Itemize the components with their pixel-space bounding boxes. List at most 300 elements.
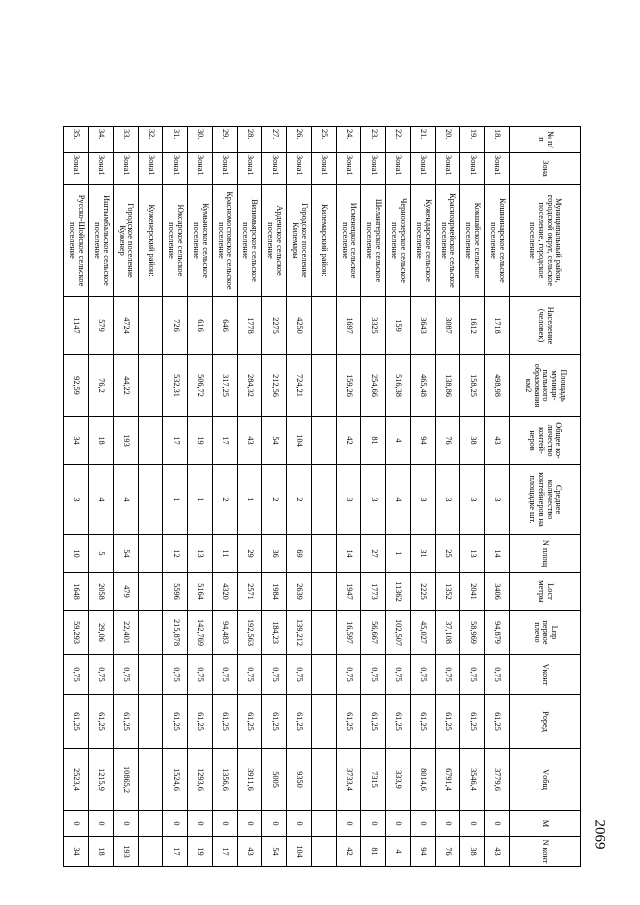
table-row [237, 127, 262, 867]
table-cell: 3 [361, 465, 386, 535]
column-header: Общее количество контейнеров [510, 417, 581, 465]
table-row [113, 127, 138, 867]
table-cell: 61,25 [113, 695, 138, 749]
table-cell: Визимьярское сельское поселение [237, 185, 262, 297]
table-cell [138, 465, 163, 535]
table-cell: 61,25 [163, 695, 188, 749]
table-cell: 0 [212, 811, 237, 837]
table-cell: 646 [212, 297, 237, 355]
table-cell: Кокшайское сельское поселение [460, 185, 485, 297]
table-cell: 1147 [64, 297, 89, 355]
table-cell: 29,06 [88, 611, 113, 655]
table-cell: 102,507 [386, 611, 411, 655]
column-header: Население (человек) [510, 297, 581, 355]
table-cell: 19 [188, 837, 213, 867]
table-row [435, 127, 460, 867]
table-cell: 0,75 [163, 655, 188, 695]
table-cell: 61,25 [386, 695, 411, 749]
table-cell: 5164 [188, 573, 213, 611]
table-cell: 284,32 [237, 355, 262, 417]
table-cell: 29. [212, 127, 237, 153]
table-cell: Кошнинарское сельское поселение [485, 185, 510, 297]
table-row [64, 127, 89, 867]
table-cell [311, 297, 336, 355]
table-cell: 0 [287, 811, 312, 837]
table-cell: Исменецкое сельское поселение [336, 185, 361, 297]
table-cell [311, 837, 336, 867]
table-cell: 54 [113, 535, 138, 573]
table-cell: Зона1 [138, 153, 163, 185]
table-cell: Кужендарское сельское поселение [410, 185, 435, 297]
table-cell: 33. [113, 127, 138, 153]
table-cell: 1524,6 [163, 749, 188, 811]
table-row [386, 127, 411, 867]
table-cell: 532,31 [163, 355, 188, 417]
table-cell: 0 [262, 811, 287, 837]
table-cell: 0 [64, 811, 89, 837]
table-cell: 61,25 [410, 695, 435, 749]
table-cell: Зона1 [311, 153, 336, 185]
table-cell: 0,75 [460, 655, 485, 695]
table-cell [311, 417, 336, 465]
column-header: Vконт [510, 655, 581, 695]
table-cell: Килемарский район: [311, 185, 336, 297]
table-cell: 44,22 [113, 355, 138, 417]
table-cell: 2 [212, 465, 237, 535]
table-cell: 4 [386, 465, 411, 535]
table-cell: 1773 [361, 573, 386, 611]
table-cell: 17 [212, 837, 237, 867]
table-cell: 0 [435, 811, 460, 837]
table-cell: 4724 [113, 297, 138, 355]
table-cell: Зона1 [410, 153, 435, 185]
table-cell: 2058 [88, 573, 113, 611]
table-cell: 1 [163, 465, 188, 535]
table-cell: 317,25 [212, 355, 237, 417]
table-cell: 61,25 [64, 695, 89, 749]
table-cell: Зона1 [460, 153, 485, 185]
table-cell: 28. [237, 127, 262, 153]
table-cell: 1 [237, 465, 262, 535]
table-cell: 498,98 [485, 355, 510, 417]
table-cell: 1 [188, 465, 213, 535]
table-cell: 36 [262, 535, 287, 573]
table-cell: 20. [435, 127, 460, 153]
column-header: N площ [510, 535, 581, 573]
table-cell [138, 837, 163, 867]
table-row [361, 127, 386, 867]
table-cell: 8014,6 [410, 749, 435, 811]
table-cell: 22. [386, 127, 411, 153]
table-cell: 61,25 [188, 695, 213, 749]
table-cell: 81 [361, 837, 386, 867]
table-cell: 0,75 [237, 655, 262, 695]
table-cell: 506,72 [188, 355, 213, 417]
table-row [287, 127, 312, 867]
table-cell: 18 [88, 837, 113, 867]
table-cell: 3 [64, 465, 89, 535]
table-cell [311, 465, 336, 535]
table-row [138, 127, 163, 867]
table-cell: 579 [88, 297, 113, 355]
table-cell: 30. [188, 127, 213, 153]
table-cell: 3 [460, 465, 485, 535]
table-cell: 35. [64, 127, 89, 153]
table-cell: 0,75 [88, 655, 113, 695]
data-table [63, 126, 581, 867]
table-cell: 29 [237, 535, 262, 573]
table-cell: 139,212 [287, 611, 312, 655]
header-row [510, 127, 581, 867]
table-cell: 1648 [64, 573, 89, 611]
table-cell: 0,75 [361, 655, 386, 695]
table-cell: 16,597 [336, 611, 361, 655]
table-cell: 479 [113, 573, 138, 611]
table-cell: 333,9 [386, 749, 411, 811]
table-cell: Куженерский район: [138, 185, 163, 297]
table-cell: 11362 [386, 573, 411, 611]
table-cell: 138,86 [435, 355, 460, 417]
table-cell: 1778 [237, 297, 262, 355]
table-cell [311, 655, 336, 695]
rotated-table-container [63, 126, 581, 866]
table-cell [311, 695, 336, 749]
table-cell: 193 [113, 837, 138, 867]
column-header: Vобщ [510, 749, 581, 811]
table-cell: 56,667 [361, 611, 386, 655]
table-cell: 7315 [361, 749, 386, 811]
table-cell: 104 [287, 417, 312, 465]
table-cell: Зона1 [361, 153, 386, 185]
table-row [88, 127, 113, 867]
table-cell: Русско-Шойское сельское поселение [64, 185, 89, 297]
table-cell: 3911,6 [237, 749, 262, 811]
table-cell: 61,25 [212, 695, 237, 749]
table-cell: 4 [113, 465, 138, 535]
table-cell: 18. [485, 127, 510, 153]
table-cell [138, 611, 163, 655]
table-cell: Зона1 [435, 153, 460, 185]
table-cell: 61,25 [336, 695, 361, 749]
table-cell: 54 [262, 417, 287, 465]
column-header: Lост метры [510, 573, 581, 611]
table-cell: 0 [113, 811, 138, 837]
table-cell: 19. [460, 127, 485, 153]
table-cell: 31. [163, 127, 188, 153]
table-cell: 11 [212, 535, 237, 573]
table-cell [138, 811, 163, 837]
table-cell: 0 [237, 811, 262, 837]
table-cell: Зона1 [188, 153, 213, 185]
table-cell: Зона1 [212, 153, 237, 185]
table-row [410, 127, 435, 867]
table-row [212, 127, 237, 867]
table-cell: 76,2 [88, 355, 113, 417]
table-cell: 0,75 [410, 655, 435, 695]
table-cell: 159 [386, 297, 411, 355]
column-header: Площадь муниципального образования км2 [510, 355, 581, 417]
table-cell: 10865,2 [113, 749, 138, 811]
table-cell: 17 [163, 837, 188, 867]
table-cell: 61,25 [485, 695, 510, 749]
table-cell: 2 [287, 465, 312, 535]
table-row [262, 127, 287, 867]
table-cell: Зона1 [64, 153, 89, 185]
table-cell: 3779,6 [485, 749, 510, 811]
table-cell: 2225 [410, 573, 435, 611]
table-cell: 12 [163, 535, 188, 573]
table-cell: 1 [386, 535, 411, 573]
table-cell: 43 [485, 417, 510, 465]
table-cell: 212,56 [262, 355, 287, 417]
table-cell [138, 695, 163, 749]
column-header: № п/п [510, 127, 581, 153]
table-cell: 4 [386, 417, 411, 465]
table-cell: 0 [485, 811, 510, 837]
table-cell: 1215,9 [88, 749, 113, 811]
table-cell: 0,75 [212, 655, 237, 695]
table-cell: 5 [88, 535, 113, 573]
table-cell: 516,38 [386, 355, 411, 417]
table-cell: 254,66 [361, 355, 386, 417]
table-cell: 193 [113, 417, 138, 465]
table-cell: 94 [410, 417, 435, 465]
table-cell: 17 [212, 417, 237, 465]
column-header: Среднее количество контейнеров на площадке шт. [510, 465, 581, 535]
table-cell: 27 [361, 535, 386, 573]
table-cell: 3 [485, 465, 510, 535]
table-cell: 76 [435, 837, 460, 867]
table-cell: 0 [361, 811, 386, 837]
table-cell [138, 573, 163, 611]
table-cell: 13 [188, 535, 213, 573]
table-cell: 43 [237, 837, 262, 867]
table-cell: 61,25 [88, 695, 113, 749]
table-cell [311, 611, 336, 655]
table-cell: 61,25 [262, 695, 287, 749]
table-cell: 1947 [336, 573, 361, 611]
table-cell: 14 [336, 535, 361, 573]
table-cell: 3643 [410, 297, 435, 355]
table-cell: 61,25 [237, 695, 262, 749]
table-cell: Зона1 [88, 153, 113, 185]
column-header: Pоред [510, 695, 581, 749]
table-cell: 94,483 [212, 611, 237, 655]
table-cell: 43 [237, 417, 262, 465]
table-cell: 1612 [460, 297, 485, 355]
table-cell: Черноозерское сельское поселение [386, 185, 411, 297]
table-cell: 34. [88, 127, 113, 153]
table-cell: 2523,4 [64, 749, 89, 811]
table-cell: 9350 [287, 749, 312, 811]
table-cell: 1293,6 [188, 749, 213, 811]
table-cell [138, 297, 163, 355]
table-cell: 1718 [485, 297, 510, 355]
table-cell: 26. [287, 127, 312, 153]
table-cell: 25 [435, 535, 460, 573]
table-cell [311, 749, 336, 811]
table-cell: 54 [262, 837, 287, 867]
table-cell: 21. [410, 127, 435, 153]
table-cell: Зона1 [386, 153, 411, 185]
table-cell: 94,879 [485, 611, 510, 655]
table-cell: 24. [336, 127, 361, 153]
table-cell: 18 [88, 417, 113, 465]
table-cell: Шелангерское сельское поселение [361, 185, 386, 297]
table-cell: 0,75 [188, 655, 213, 695]
table-cell: 42 [336, 417, 361, 465]
table-cell: Красноармейское сельское поселение [435, 185, 460, 297]
table-cell [311, 535, 336, 573]
table-cell: 158,25 [460, 355, 485, 417]
table-cell: 465,48 [410, 355, 435, 417]
table-cell: Иштымбальское сельское поселение [88, 185, 113, 297]
table-cell: 5005 [262, 749, 287, 811]
table-cell: 0,75 [435, 655, 460, 695]
table-cell: 81 [361, 417, 386, 465]
table-cell: 3 [410, 465, 435, 535]
table-cell: 10 [64, 535, 89, 573]
table-cell: Городское поселение Килемары [287, 185, 312, 297]
table-cell [311, 811, 336, 837]
table-cell: 3 [435, 465, 460, 535]
table-cell: 37,108 [435, 611, 460, 655]
table-row [188, 127, 213, 867]
table-cell: 4 [88, 465, 113, 535]
table-cell: 4320 [212, 573, 237, 611]
table-cell [138, 749, 163, 811]
table-cell: 4250 [287, 297, 312, 355]
table-cell: 3087 [435, 297, 460, 355]
table-header [510, 127, 581, 867]
table-cell: 5596 [163, 573, 188, 611]
table-cell: 184,23 [262, 611, 287, 655]
table-row [460, 127, 485, 867]
table-cell: Зона1 [287, 153, 312, 185]
table-cell: 42 [336, 837, 361, 867]
table-cell: 726 [163, 297, 188, 355]
table-cell: 23. [361, 127, 386, 153]
table-row [311, 127, 336, 867]
table-cell: 38 [460, 417, 485, 465]
table-cell: 34 [64, 417, 89, 465]
table-cell: 0 [386, 811, 411, 837]
table-cell: 59,293 [64, 611, 89, 655]
table-cell: 0,75 [287, 655, 312, 695]
column-header: Муниципальный район, городской округ, сельское поселение, городское поселение [510, 185, 581, 297]
table-body [64, 127, 510, 867]
table-cell: 2041 [460, 573, 485, 611]
table-cell: 25. [311, 127, 336, 153]
table-cell: 0,75 [262, 655, 287, 695]
table-cell: 3546,4 [460, 749, 485, 811]
table-cell: 0,75 [386, 655, 411, 695]
table-cell: 45,027 [410, 611, 435, 655]
table-cell: 192,563 [237, 611, 262, 655]
table-cell: 32. [138, 127, 163, 153]
table-cell [138, 417, 163, 465]
table-cell: Зона1 [485, 153, 510, 185]
table-cell: 1352 [435, 573, 460, 611]
table-cell: 0,75 [113, 655, 138, 695]
table-cell: 159,26 [336, 355, 361, 417]
table-cell: 94 [410, 837, 435, 867]
table-cell: 3325 [361, 297, 386, 355]
table-cell: 0,75 [64, 655, 89, 695]
table-cell: 1984 [262, 573, 287, 611]
table-cell: 76 [435, 417, 460, 465]
table-cell: 22,401 [113, 611, 138, 655]
table-cell: 14 [485, 535, 510, 573]
table-cell [311, 573, 336, 611]
page-number: 2069 [591, 819, 608, 850]
table-cell: 0,75 [336, 655, 361, 695]
table-cell: 2571 [237, 573, 262, 611]
table-cell: 43 [485, 837, 510, 867]
table-cell: Городское поселение Куженер [113, 185, 138, 297]
table-cell: 38 [460, 837, 485, 867]
table-cell: Юксарское сельское поселение [163, 185, 188, 297]
table-cell: 58,969 [460, 611, 485, 655]
table-cell: 3406 [485, 573, 510, 611]
table-cell: 724,21 [287, 355, 312, 417]
column-header: Зона [510, 153, 581, 185]
table-cell: 19 [188, 417, 213, 465]
table-cell: 142,769 [188, 611, 213, 655]
table-cell: 17 [163, 417, 188, 465]
table-cell: Зона1 [113, 153, 138, 185]
table-row [336, 127, 361, 867]
table-cell: 13 [460, 535, 485, 573]
table-cell: 31 [410, 535, 435, 573]
table-cell: 1697 [336, 297, 361, 355]
table-cell: 3733,4 [336, 749, 361, 811]
table-cell: 4 [386, 837, 411, 867]
table-cell: 2639 [287, 573, 312, 611]
table-cell: 27. [262, 127, 287, 153]
column-header: Lпр первое плечо [510, 611, 581, 655]
table-cell: 2 [262, 465, 287, 535]
table-cell: 92,59 [64, 355, 89, 417]
table-cell: 61,25 [435, 695, 460, 749]
table-cell: 34 [64, 837, 89, 867]
table-cell: 1356,6 [212, 749, 237, 811]
table-cell: 0 [188, 811, 213, 837]
table-cell: 61,25 [361, 695, 386, 749]
table-cell [311, 355, 336, 417]
table-row [485, 127, 510, 867]
table-cell: 3 [336, 465, 361, 535]
rotated-page [63, 126, 581, 866]
table-cell: 215,878 [163, 611, 188, 655]
table-cell: 61,25 [460, 695, 485, 749]
column-header: N конт [510, 837, 581, 867]
table-cell: Зона1 [262, 153, 287, 185]
table-cell: 61,25 [287, 695, 312, 749]
table-cell: 0 [460, 811, 485, 837]
table-cell: 0 [410, 811, 435, 837]
column-header: M [510, 811, 581, 837]
table-cell: 616 [188, 297, 213, 355]
table-cell: Зона1 [237, 153, 262, 185]
table-cell: 0 [336, 811, 361, 837]
table-cell: Зона1 [336, 153, 361, 185]
table-cell: Зона1 [163, 153, 188, 185]
table-cell: Красномостовское сельское поселение [212, 185, 237, 297]
table-cell: 0 [88, 811, 113, 837]
table-cell: Кумьинское сельское поселение [188, 185, 213, 297]
table-cell: 6791,4 [435, 749, 460, 811]
